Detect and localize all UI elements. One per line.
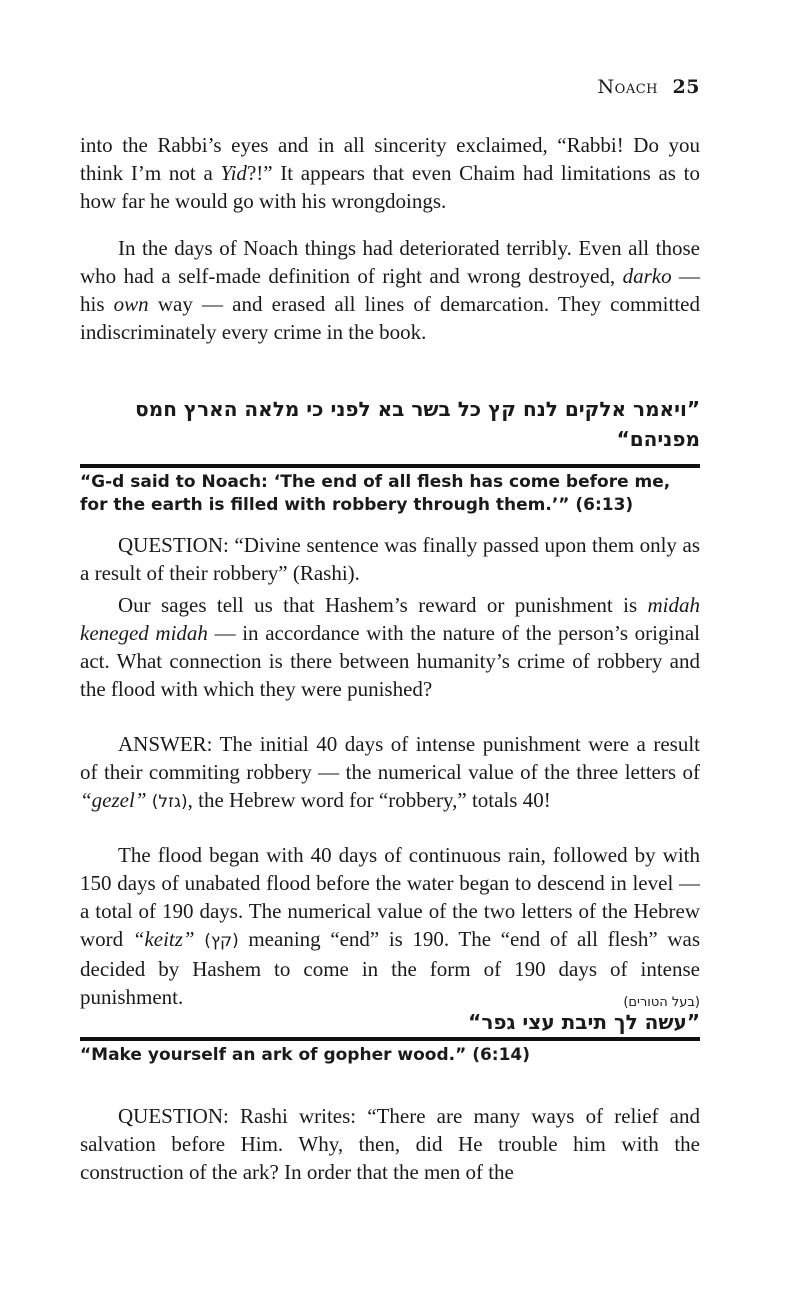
verse-translation-6-14: “Make yourself an ark of gopher wood.” (6:14) bbox=[80, 1045, 531, 1065]
running-header bbox=[598, 76, 700, 98]
source-citation: (בעל הטורים) bbox=[623, 995, 700, 1010]
page-number: 25 bbox=[672, 76, 700, 98]
verse-translation-6-13: “G-d said to Noach: ‘The end of all flesh has come before me, for the earth is filled with robbery through them.’” (6:13) bbox=[80, 472, 671, 515]
paragraph-flood: The flood began with 40 days of continuous rain, followed by with 150 days of unabated flood before the water began to descend in level — a total of 190 days. The numerical value of the two letters of the Hebrew word “keitz” (קץ) meaning “end” is 190. The “end of all flesh” was decided by Hashem to come in the form of 190 days of intense punishment. (בעל הטורים) bbox=[80, 841, 700, 1017]
chapter-title: Noach bbox=[597, 76, 658, 98]
question-ark: QUESTION: Rashi writes: “There are many ways of relief and salvation before Him. Why, then, did He trouble him with the construction of the ark? In order that the men of the bbox=[80, 1104, 700, 1184]
paragraph-chaim: into the Rabbi’s eyes and in all sincerity exclaimed, “Rabbi! Do you think I’m not a Yid?!” It appears that even Chaim had limitations as to how far he would go with his wrongdoings. bbox=[80, 133, 700, 213]
answer-gezel: ANSWER: The initial 40 days of intense punishment were a result of their commiting robbery — the numerical value of the three letters of “gezel” (גזל), the Hebrew word for “robbery,” totals 40! bbox=[80, 732, 700, 812]
verse-hebrew-6-14: ”עשה לך תיבת עצי גפר“ bbox=[468, 1010, 700, 1034]
question-robbery: QUESTION: “Divine sentence was finally passed upon them only as a result of their robbery” (Rashi). bbox=[80, 533, 700, 585]
verse-hebrew-6-13: ”ויאמר אלקים לנח קץ כל בשר בא לפני כי מלאה הארץ חמס מפניהם“ bbox=[135, 397, 700, 451]
paragraph-midah: Our sages tell us that Hashem’s reward or punishment is midah keneged midah — in accordance with the nature of the person’s original act. What connection is there between humanity’s crime of robbery and the flood with which they were punished? bbox=[80, 593, 700, 701]
paragraph-noach-days: In the days of Noach things had deteriorated terribly. Even all those who had a self-made definition of right and wrong destroyed, darko — his own way — and erased all lines of demarcation. They committed indiscriminately every crime in the book. bbox=[80, 236, 701, 344]
verse-divider bbox=[80, 1037, 700, 1041]
verse-divider bbox=[80, 464, 700, 468]
